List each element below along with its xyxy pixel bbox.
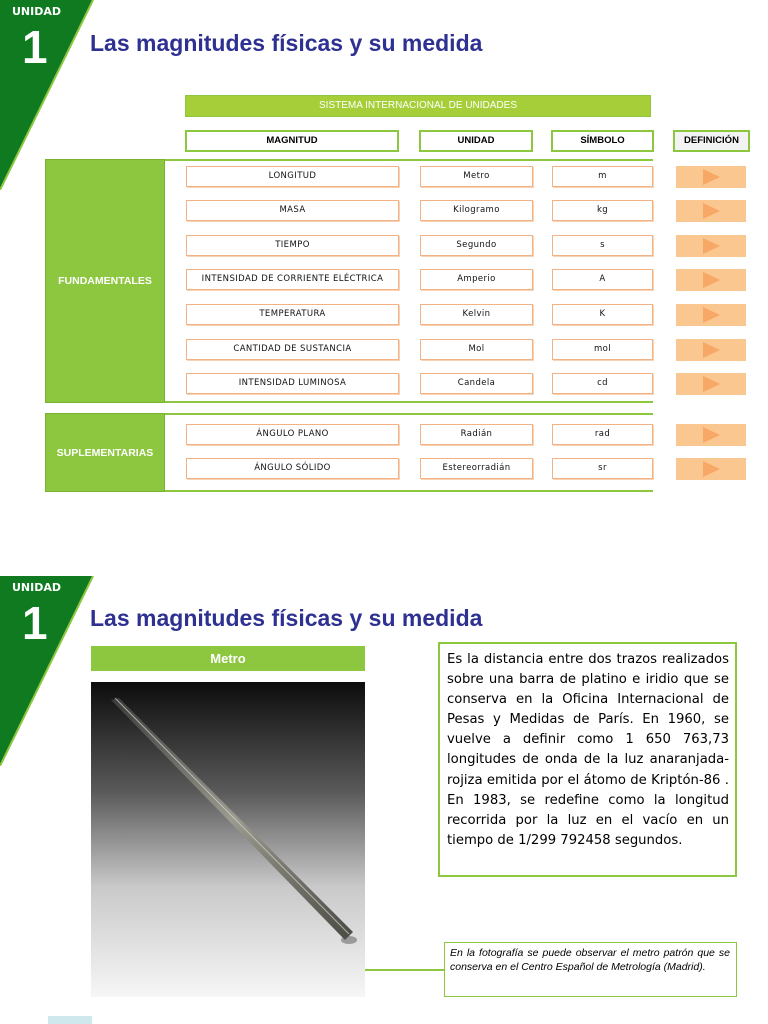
cell-unidad: Candela [420, 373, 533, 394]
cell-unidad: Amperio [420, 269, 533, 290]
definition-button-tiempo[interactable] [676, 235, 746, 257]
play-arrow-icon [703, 376, 720, 392]
column-header-unidad: UNIDAD [419, 130, 533, 152]
group-label-suplementarias: SUPLEMENTARIAS [45, 413, 165, 492]
metro-patron-photo [91, 682, 365, 997]
unit-number: 1 [22, 597, 48, 649]
cell-simbolo: mol [552, 339, 653, 360]
definition-button-angulo-plano[interactable] [676, 424, 746, 446]
cell-unidad: Segundo [420, 235, 533, 256]
cell-simbolo: m [552, 166, 653, 187]
play-arrow-icon [703, 307, 720, 323]
cell-magnitud: INTENSIDAD LUMINOSA [186, 373, 399, 394]
cell-magnitud: CANTIDAD DE SUSTANCIA [186, 339, 399, 360]
cell-simbolo: s [552, 235, 653, 256]
cell-simbolo: A [552, 269, 653, 290]
cell-magnitud: ÁNGULO PLANO [186, 424, 399, 445]
caption-connector [365, 969, 445, 971]
unit-label: UNIDAD [12, 5, 62, 18]
unit-number: 1 [22, 21, 48, 73]
column-header-magnitud: MAGNITUD [185, 130, 399, 152]
slide-metro [0, 576, 768, 1024]
group-divider [165, 401, 653, 403]
play-arrow-icon [703, 203, 720, 219]
cell-simbolo: kg [552, 200, 653, 221]
footer-stub [48, 1016, 92, 1024]
group-divider [165, 413, 653, 415]
cell-unidad: Mol [420, 339, 533, 360]
group-divider [165, 159, 653, 161]
cell-simbolo: cd [552, 373, 653, 394]
cell-magnitud: ÁNGULO SÓLIDO [186, 458, 399, 479]
group-divider [165, 490, 653, 492]
cell-unidad: Kilogramo [420, 200, 533, 221]
cell-unidad: Radián [420, 424, 533, 445]
play-arrow-icon [703, 461, 720, 477]
play-arrow-icon [703, 427, 720, 443]
play-arrow-icon [703, 342, 720, 358]
definition-button-sustancia[interactable] [676, 339, 746, 361]
play-arrow-icon [703, 238, 720, 254]
group-label-fundamentales: FUNDAMENTALES [45, 159, 165, 403]
definition-button-corriente[interactable] [676, 269, 746, 291]
column-header-definicion: DEFINICIÓN [673, 130, 750, 152]
cell-magnitud: LONGITUD [186, 166, 399, 187]
play-arrow-icon [703, 272, 720, 288]
cell-magnitud: MASA [186, 200, 399, 221]
definition-button-masa[interactable] [676, 200, 746, 222]
metro-definition: Es la distancia entre dos trazos realizados sobre una barra de platino e iridio que se conserva en la Oficina Internacional de Pesas y Medidas de París. En 1960, se vuelve a definir como 1 650 763,73 longitudes de onda de la luz anaranjada-rojiza emitida por el átomo de Kriptón-86 . En 1983, se redefine como la longitud recorrida por la luz en el vacío en un tiempo de 1/299 792458 segundos. [438, 642, 737, 877]
cell-magnitud: TEMPERATURA [186, 304, 399, 325]
cell-magnitud: TIEMPO [186, 235, 399, 256]
cell-unidad: Metro [420, 166, 533, 187]
cell-unidad: Kelvin [420, 304, 533, 325]
cell-simbolo: K [552, 304, 653, 325]
photo-caption: En la fotografía se puede observar el metro patrón que se conserva en el Centro Español de Metrología (Madrid). [444, 942, 737, 997]
play-arrow-icon [703, 169, 720, 185]
si-table-title: SISTEMA INTERNACIONAL DE UNIDADES [185, 95, 651, 117]
cell-magnitud: INTENSIDAD DE CORRIENTE ELÉCTRICA [186, 269, 399, 290]
metro-heading: Metro [91, 646, 365, 671]
definition-button-longitud[interactable] [676, 166, 746, 188]
definition-button-temperatura[interactable] [676, 304, 746, 326]
cell-unidad: Estereorradián [420, 458, 533, 479]
page-title: Las magnitudes físicas y su medida [90, 30, 483, 56]
page-title: Las magnitudes físicas y su medida [90, 605, 483, 631]
definition-button-luminosa[interactable] [676, 373, 746, 395]
column-header-simbolo: SÍMBOLO [551, 130, 654, 152]
definition-button-angulo-solido[interactable] [676, 458, 746, 480]
cell-simbolo: sr [552, 458, 653, 479]
cell-simbolo: rad [552, 424, 653, 445]
unit-label: UNIDAD [12, 581, 62, 594]
